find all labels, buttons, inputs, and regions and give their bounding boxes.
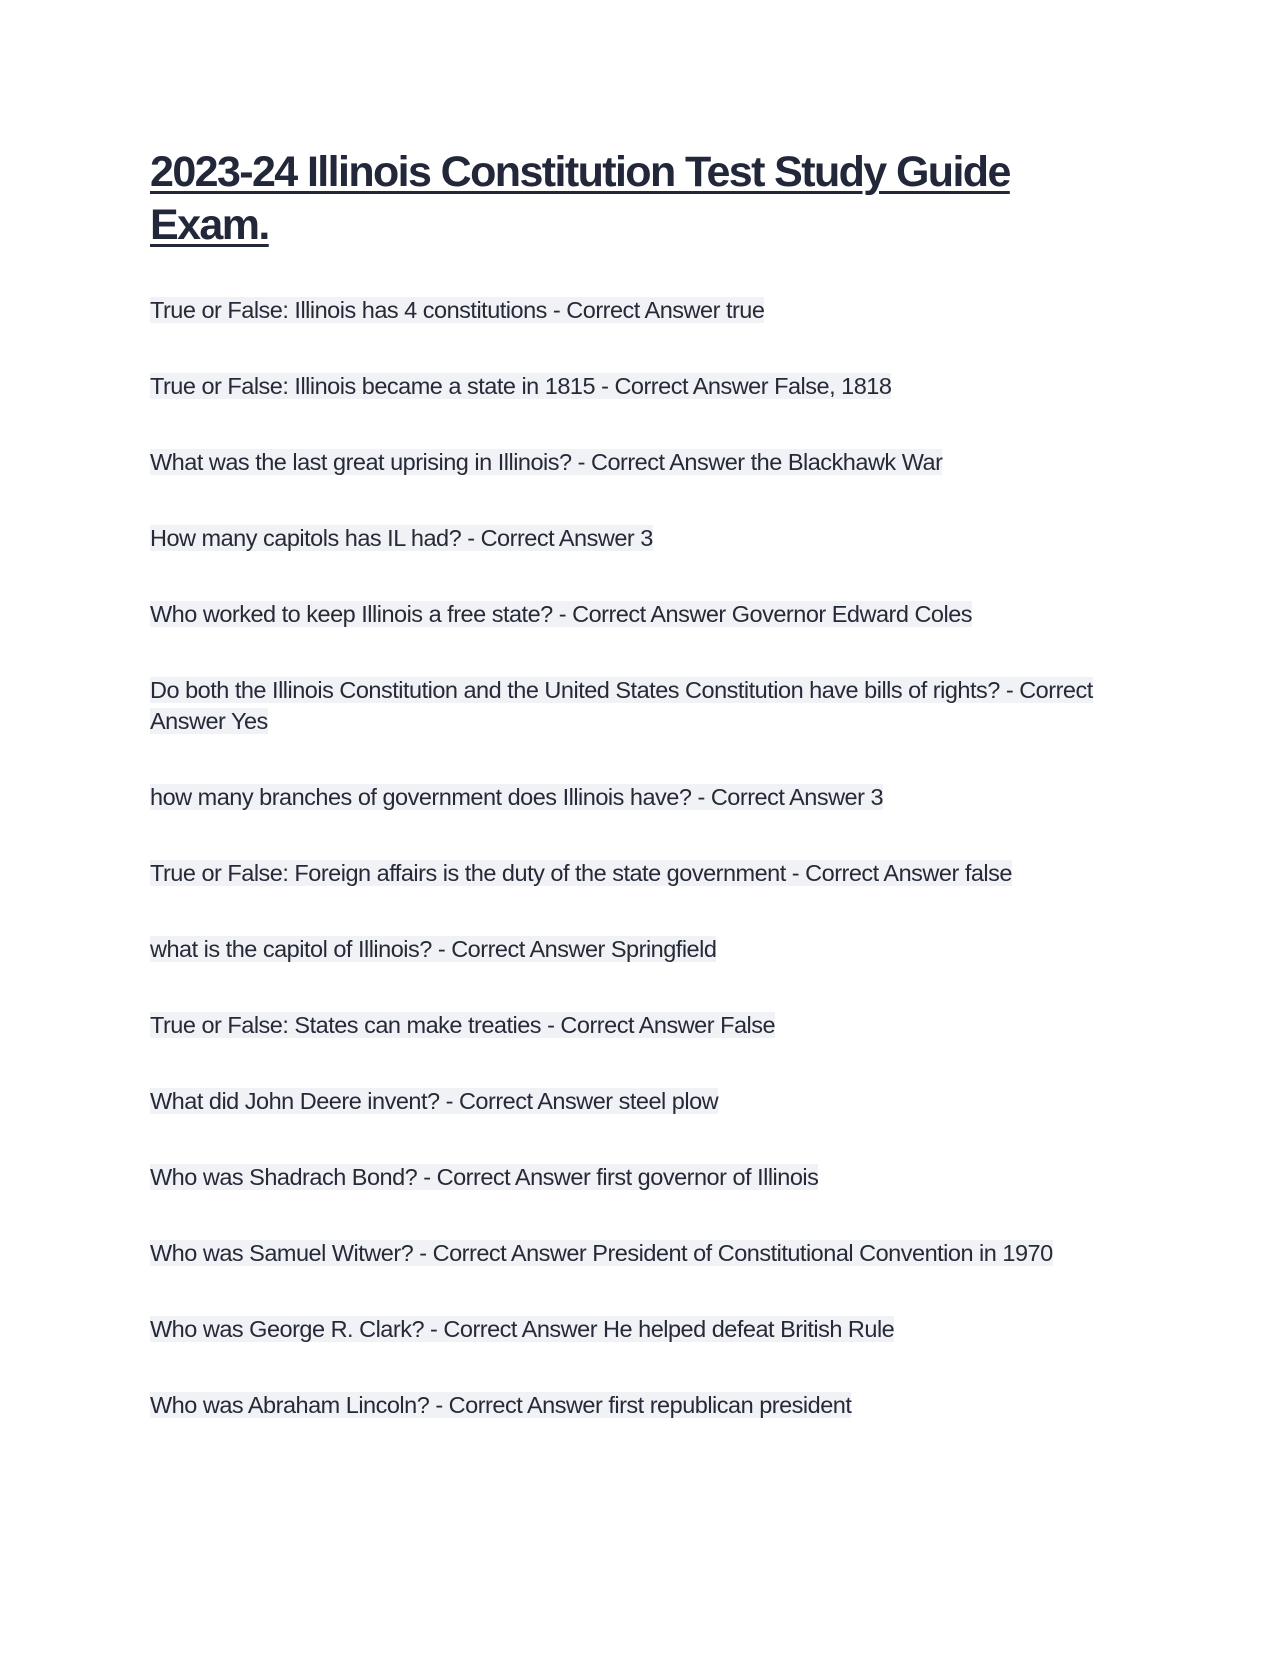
qa-text: what is the capitol of Illinois? - Correct Answer Springfield bbox=[150, 936, 717, 962]
qa-list bbox=[150, 295, 1110, 1421]
qa-item bbox=[150, 1010, 1110, 1041]
qa-text: how many branches of government does Illinois have? - Correct Answer 3 bbox=[150, 784, 884, 810]
qa-text: Who worked to keep Illinois a free state? - Correct Answer Governor Edward Coles bbox=[150, 601, 973, 627]
qa-item bbox=[150, 782, 1110, 813]
document-page bbox=[150, 146, 1110, 1421]
qa-text: Who was Shadrach Bond? - Correct Answer first governor of Illinois bbox=[150, 1164, 819, 1190]
qa-item bbox=[150, 1086, 1110, 1117]
qa-item bbox=[150, 675, 1110, 737]
document-title: 2023-24 Illinois Constitution Test Study Guide Exam. bbox=[150, 148, 1010, 249]
qa-item bbox=[150, 599, 1110, 630]
qa-item bbox=[150, 858, 1110, 889]
qa-text: What was the last great uprising in Illinois? - Correct Answer the Blackhawk War bbox=[150, 449, 943, 475]
qa-item bbox=[150, 523, 1110, 554]
qa-item bbox=[150, 371, 1110, 402]
qa-item bbox=[150, 1390, 1110, 1421]
qa-text: What did John Deere invent? - Correct Answer steel plow bbox=[150, 1088, 719, 1114]
qa-item bbox=[150, 295, 1110, 326]
qa-text: True or False: Illinois became a state in 1815 - Correct Answer False, 1818 bbox=[150, 373, 892, 399]
qa-text: Who was Samuel Witwer? - Correct Answer President of Constitutional Convention in 1970 bbox=[150, 1240, 1053, 1266]
qa-text: Do both the Illinois Constitution and the United States Constitution have bills of rights? - Correct Answer Yes bbox=[150, 677, 1093, 734]
qa-text: True or False: States can make treaties - Correct Answer False bbox=[150, 1012, 776, 1038]
qa-text: True or False: Illinois has 4 constitutions - Correct Answer true bbox=[150, 297, 765, 323]
qa-item bbox=[150, 934, 1110, 965]
qa-item bbox=[150, 447, 1110, 478]
qa-item bbox=[150, 1238, 1110, 1269]
qa-text: Who was George R. Clark? - Correct Answer He helped defeat British Rule bbox=[150, 1316, 895, 1342]
qa-item bbox=[150, 1314, 1110, 1345]
qa-text: True or False: Foreign affairs is the duty of the state government - Correct Answer false bbox=[150, 860, 1012, 886]
qa-text: Who was Abraham Lincoln? - Correct Answer first republican president bbox=[150, 1392, 852, 1418]
qa-item bbox=[150, 1162, 1110, 1193]
qa-text: How many capitols has IL had? - Correct Answer 3 bbox=[150, 525, 653, 551]
